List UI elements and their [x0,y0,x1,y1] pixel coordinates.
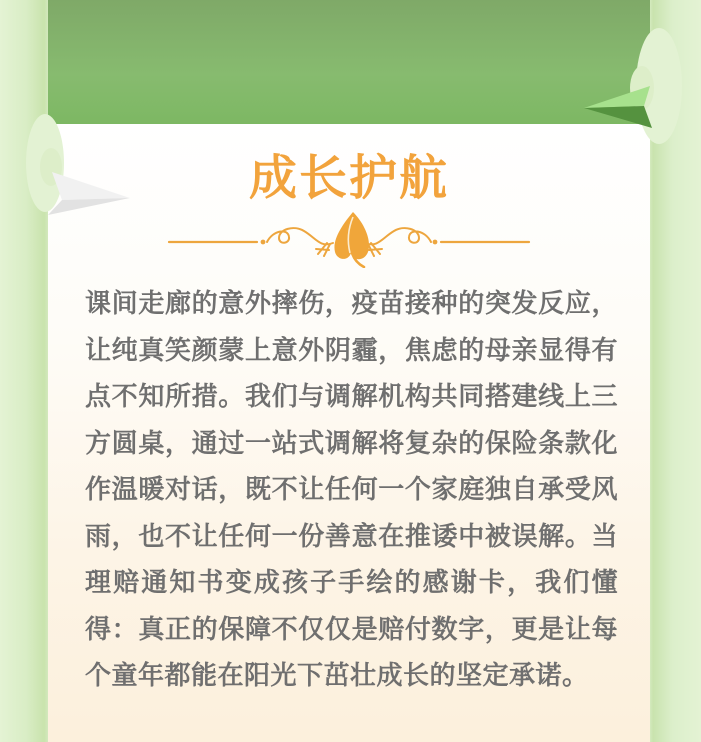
green-header-banner [48,0,650,124]
page-title: 成长护航 [248,152,449,205]
paper-plane-icon [42,162,134,222]
leaf-icon [334,212,369,267]
center-column [48,0,650,742]
body-paragraph: 课间走廊的意外摔伤，疫苗接种的突发反应，让纯真笑颜蒙上意外阴霾，焦虑的母亲显得有点不知所措。我们与调解机构共同搭建线上三方圆桌，通过一站式调解将复杂的保险条款化作温暖对话，既不让任何一个家庭独自承受风雨，也不让任何一份善意在推诿中被误解。当理赔通知书变成孩子手绘的感谢卡，我们懂得：真正的保障不仅仅是赔付数字，更是让每个童年都能在阳光下茁壮成长的坚定承诺。 [85,288,618,690]
paper-plane-icon [584,82,654,130]
leaf-divider-icon [167,208,531,268]
left-border-strip [0,0,48,742]
content-card [48,124,650,742]
